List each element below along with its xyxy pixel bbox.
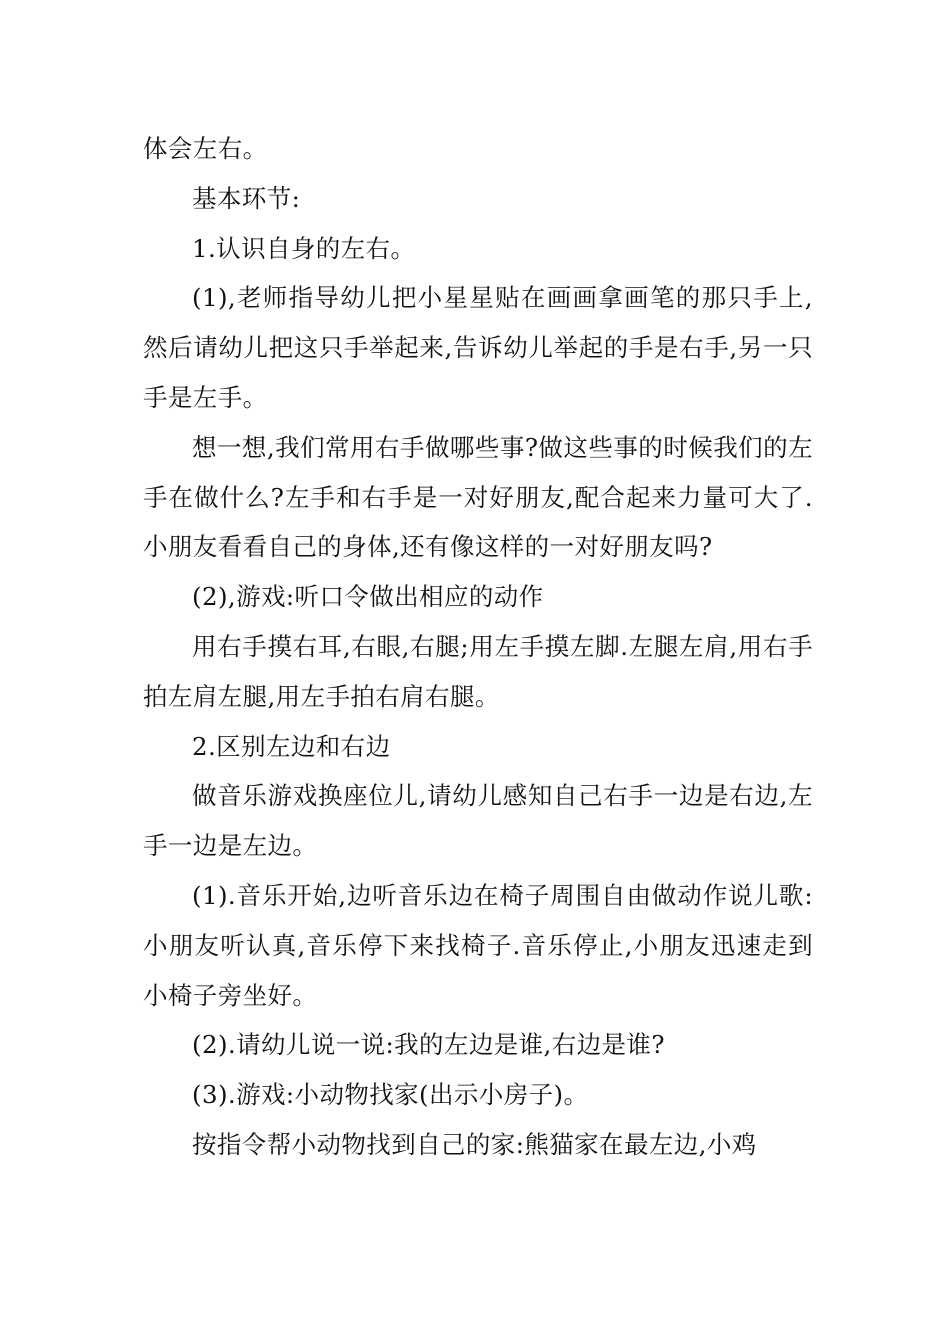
- paragraph-basic-steps-heading: 基本环节:: [192, 183, 301, 213]
- paragraph-step-2-heading: 2.区别左边和右边: [192, 731, 391, 761]
- paragraph-step-2-1: (1).音乐开始,边听音乐边在椅子周围自由做动作说儿歌:小朋友听认真,音乐停下来找椅子.音乐停止,小朋友迅速走到小椅子旁坐好。: [143, 880, 813, 1010]
- paragraph-think: 想一想,我们常用右手做哪些事?做这些事的时候我们的左手在做什么?左手和右手是一对好朋友,配合起来力量可大了.小朋友看看自己的身体,还有像这样的一对好朋友吗?: [143, 432, 813, 562]
- paragraph-continuation: 体会左右。: [143, 134, 268, 163]
- document-body: [143, 124, 813, 1170]
- paragraph-step-2-3: (3).游戏:小动物找家(出示小房子)。: [192, 1080, 589, 1110]
- paragraph-music-game: 做音乐游戏换座位儿,请幼儿感知自己右手一边是右边,左手一边是左边。: [143, 781, 813, 861]
- paragraph-instructions: 按指令帮小动物找到自己的家:熊猫家在最左边,小鸡: [192, 1129, 757, 1159]
- paragraph-step-1-heading: 1.认识自身的左右。: [192, 233, 416, 263]
- paragraph-game-actions: 用右手摸右耳,右眼,右腿;用左手摸左脚.左腿左肩,用右手拍左肩左腿,用左手拍右肩右腿。: [143, 631, 813, 711]
- paragraph-step-1-1: (1),老师指导幼儿把小星星贴在画画拿画笔的那只手上,然后请幼儿把这只手举起来,告诉幼儿举起的手是右手,另一只手是左手。: [143, 283, 813, 412]
- paragraph-step-2-2: (2).请幼儿说一说:我的左边是谁,右边是谁?: [192, 1030, 665, 1060]
- paragraph-step-1-2-game: (2),游戏:听口令做出相应的动作: [192, 582, 544, 612]
